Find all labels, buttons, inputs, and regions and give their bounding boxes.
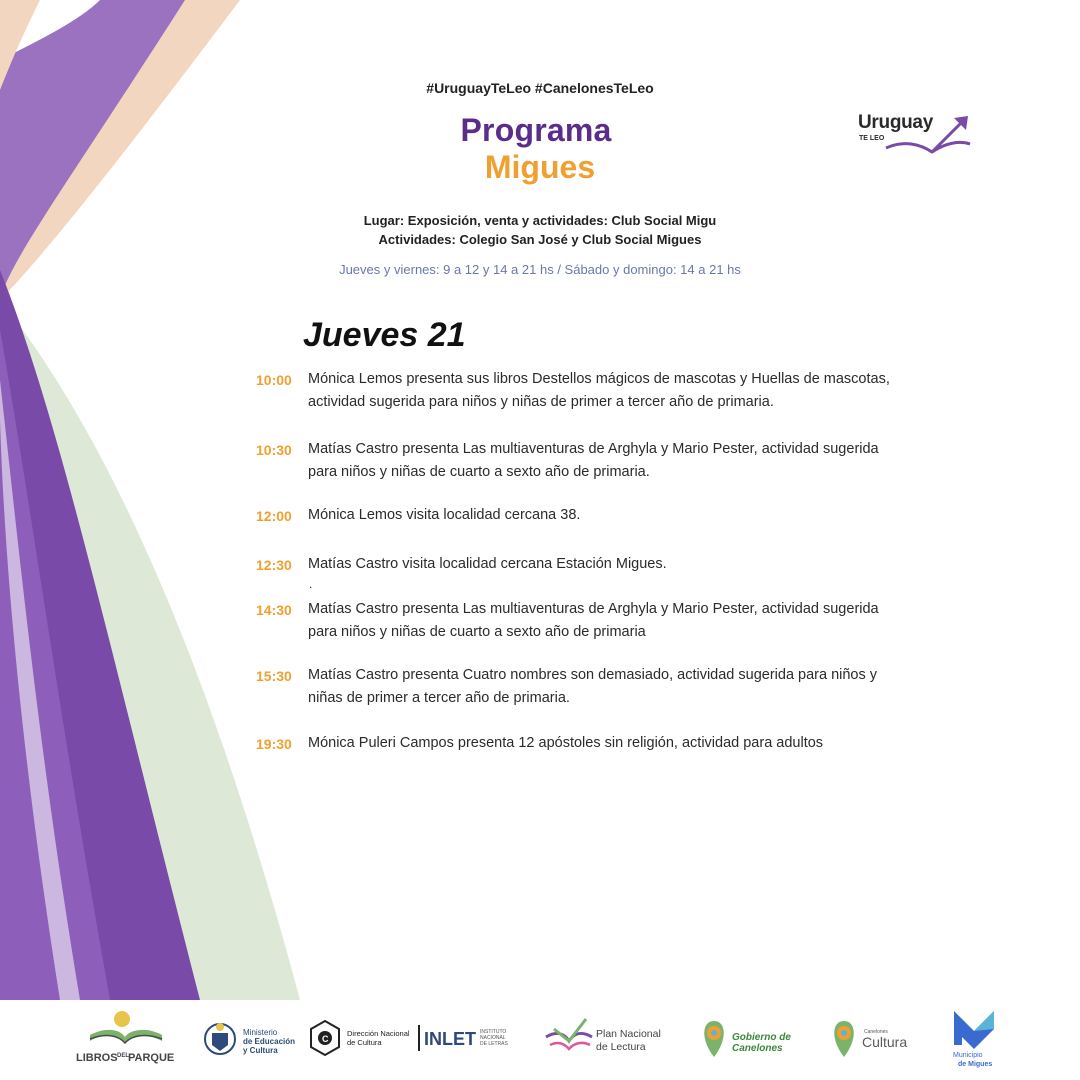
svg-text:C: C	[322, 1034, 329, 1044]
logo-word: Uruguay	[858, 112, 933, 133]
cultura-small: Canelones	[864, 1029, 888, 1035]
inlet-line1: INSTITUTO	[480, 1029, 507, 1035]
event-description: Matías Castro visita localidad cercana Estación Migues.	[308, 556, 667, 572]
plan-nacional-lectura-logo	[542, 1005, 677, 1069]
inlet-word: INLET	[424, 1029, 476, 1049]
event-time: 15:30	[256, 668, 292, 684]
municipio-line1: Municipio	[953, 1052, 983, 1059]
cultura-word: Cultura	[862, 1034, 908, 1050]
ministerio-educacion-cultura-logo	[200, 1005, 300, 1069]
gobierno-line2: Canelones	[732, 1043, 783, 1054]
direccion-line2: de Cultura	[347, 1038, 382, 1047]
hashtags: #UruguayTeLeo #CanelonesTeLeo	[426, 80, 654, 96]
event-time: 12:00	[256, 508, 292, 524]
event-description: Matías Castro presenta Las multiaventuras de Arghyla y Mario Pester, actividad sugerida para niños y niñas de cuarto a sexto año de primaria	[308, 601, 879, 640]
stray-dot: .	[309, 577, 313, 591]
logo-sub: TE LEO	[859, 135, 885, 142]
event-description: Matías Castro presenta Cuatro nombres son demasiado, actividad sugerida para niños y niñas de primer a tercer año de primaria.	[308, 667, 878, 706]
event-time: 14:30	[256, 602, 292, 618]
event-time: 10:00	[256, 372, 292, 388]
event-time: 12:30	[256, 557, 292, 573]
libros-del: DEL	[117, 1053, 129, 1059]
ministerio-line2: de Educación	[243, 1037, 296, 1046]
plan-line2: de Lectura	[596, 1041, 646, 1053]
gobierno-canelones-logo	[696, 1005, 796, 1069]
direccion-nacional-cultura-logo	[305, 1005, 420, 1069]
libros-parque: PARQUE	[128, 1052, 175, 1064]
direccion-line1: Dirección Nacional	[347, 1029, 410, 1038]
ministerio-line3: y Cultura	[243, 1046, 278, 1055]
gobierno-line1: Gobierno de	[732, 1032, 791, 1043]
day-heading: Jueves 21	[303, 316, 466, 354]
libros-word: LIBROS	[76, 1052, 118, 1064]
inlet-line3: DE LETRAS	[480, 1041, 508, 1047]
municipio-line2: de Migues	[958, 1061, 993, 1068]
inlet-line2: NACIONAL	[480, 1035, 506, 1041]
event-description: Mónica Puleri Campos presenta 12 apóstoles sin religión, actividad para adultos	[308, 735, 824, 751]
event-description: Matías Castro presenta Las multiaventuras de Arghyla y Mario Pester, actividad sugerida para niños y niñas de cuarto a sexto año de primaria.	[308, 441, 879, 480]
event-time: 19:30	[256, 736, 292, 752]
municipio-migues-logo	[946, 1005, 1002, 1073]
event-description: Mónica Lemos visita localidad cercana 38.	[308, 507, 581, 523]
opening-hours: Jueves y viernes: 9 a 12 y 14 a 21 hs / Sábado y domingo: 14 a 21 hs	[339, 262, 741, 277]
inlet-logo	[418, 1005, 518, 1069]
ministerio-line1: Ministerio	[243, 1028, 278, 1037]
m-shape-icon	[954, 1011, 994, 1049]
venue-line-2: Actividades: Colegio San José y Club Social Migues	[378, 232, 702, 247]
canelones-cultura-logo	[826, 1005, 916, 1069]
venue-line-1: Lugar: Exposición, venta y actividades: Club Social Migu	[363, 213, 717, 228]
sun-icon	[114, 1011, 130, 1027]
event-time: 10:30	[256, 442, 292, 458]
plan-line1: Plan Nacional	[596, 1028, 661, 1040]
program-location: Migues	[484, 149, 596, 185]
libros-del-parque-logo	[70, 1005, 180, 1069]
event-description: Mónica Lemos presenta sus libros Destellos mágicos de mascotas y Huellas de mascotas, actividad sugerida para niños y niñas de primer a tercer año de primaria.	[308, 371, 890, 410]
program-title: Programa	[460, 112, 612, 148]
